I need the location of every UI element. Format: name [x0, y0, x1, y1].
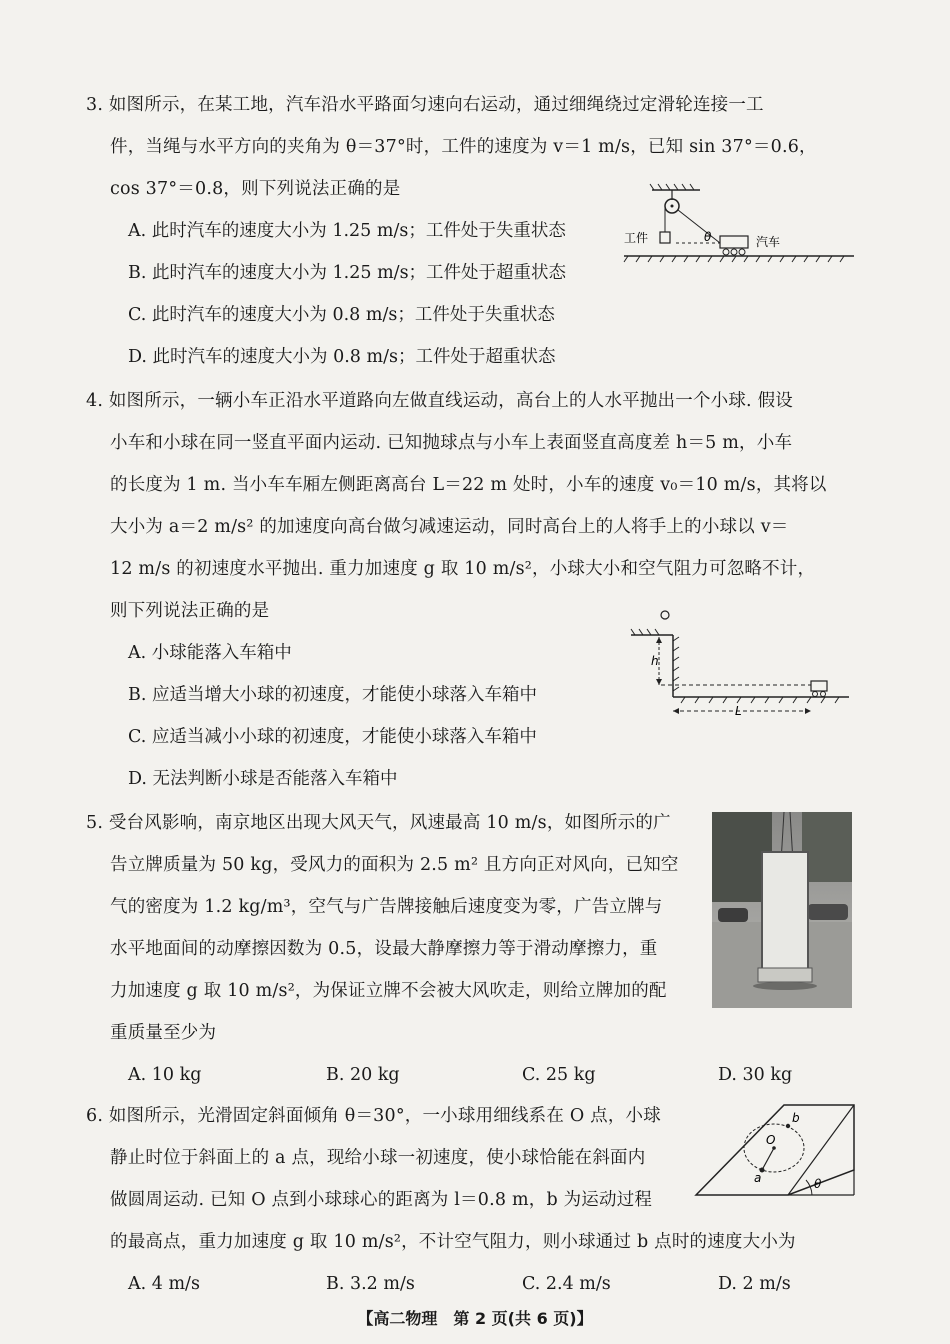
q4-option-b: B. 应适当增大小球的初速度，才能使小球落入车箱中 [128, 685, 537, 705]
q6-line: 6. 如图所示，光滑固定斜面倾角 θ＝30°，一小球用细线系在 O 点，小球 [86, 1106, 661, 1126]
q4-line: 小车和小球在同一竖直平面内运动. 已知抛球点与小车上表面竖直高度差 h＝5 m，小车 [110, 433, 793, 453]
q5-option-b: B. 20 kg [326, 1065, 400, 1085]
q6-option-d: D. 2 m/s [718, 1274, 791, 1294]
car-label: 汽车 [756, 235, 781, 249]
b-label: b [792, 1111, 800, 1125]
O-label: O [766, 1133, 776, 1147]
q4-line: 12 m/s 的初速度水平抛出. 重力加速度 g 取 10 m/s²，小球大小和空气阻力可忽略不计， [110, 559, 816, 579]
q3-line: 3. 如图所示，在某工地，汽车沿水平路面匀速向右运动，通过细绳绕过定滑轮连接一工 [86, 95, 764, 115]
q6-option-b: B. 3.2 m/s [326, 1274, 415, 1294]
q5-option-d: D. 30 kg [718, 1065, 793, 1085]
q3-pulley-figure [620, 180, 860, 275]
q4-option-c: C. 应适当减小小球的初速度，才能使小球落入车箱中 [128, 727, 537, 747]
q4-line: 的长度为 1 m. 当小车车厢左侧距离高台 L＝22 m 处时，小车的速度 v₀＝10 m/s，其将以 [110, 475, 827, 495]
q6-option-c: C. 2.4 m/s [522, 1274, 611, 1294]
q5-line: 重质量至少为 [110, 1023, 217, 1043]
q5-line: 力加速度 g 取 10 m/s²，为保证立牌不会被大风吹走，则给立牌加的配 [110, 981, 667, 1001]
q4-line: 大小为 a＝2 m/s² 的加速度向高台做匀减速运动，同时高台上的人将手上的小球以 v＝ [110, 517, 789, 537]
angle-theta-label: θ [704, 230, 712, 244]
q6-line: 静止时位于斜面上的 a 点，现给小球一初速度，使小球恰能在斜面内 [110, 1148, 646, 1168]
q5-billboard-photo [712, 812, 852, 1008]
theta-label: θ [814, 1177, 822, 1191]
q4-option-a: A. 小球能落入车箱中 [128, 643, 292, 663]
q3-line: cos 37°＝0.8，则下列说法正确的是 [110, 179, 401, 199]
workpiece-label: 工件 [624, 231, 649, 245]
h-label: h [651, 654, 659, 668]
q6-option-a: A. 4 m/s [128, 1274, 200, 1294]
q4-projectile-figure [625, 605, 855, 720]
q6-incline-figure [692, 1100, 862, 1200]
q5-option-a: A. 10 kg [128, 1065, 202, 1085]
q5-line: 告立牌质量为 50 kg，受风力的面积为 2.5 m² 且方向正对风向，已知空 [110, 855, 679, 875]
q3-option-d: D. 此时汽车的速度大小为 0.8 m/s；工件处于超重状态 [128, 347, 556, 367]
q3-option-b: B. 此时汽车的速度大小为 1.25 m/s；工件处于超重状态 [128, 263, 567, 283]
q5-line: 5. 受台风影响，南京地区出现大风天气，风速最高 10 m/s，如图所示的广 [86, 813, 671, 833]
q4-line: 则下列说法正确的是 [110, 601, 270, 621]
a-label: a [754, 1171, 762, 1185]
q4-line: 4. 如图所示，一辆小车正沿水平道路向左做直线运动，高台上的人水平抛出一个小球. 假设 [86, 391, 793, 411]
page-footer: 【高二物理 第 2 页(共 6 页)】 [357, 1309, 593, 1328]
L-label: L [735, 704, 742, 718]
q5-option-c: C. 25 kg [522, 1065, 596, 1085]
q4-option-d: D. 无法判断小球是否能落入车箱中 [128, 769, 398, 789]
q3-line: 件，当绳与水平方向的夹角为 θ＝37°时，工件的速度为 v＝1 m/s，已知 sin 37°＝0.6， [110, 137, 817, 157]
q6-line: 做圆周运动. 已知 O 点到小球球心的距离为 l＝0.8 m，b 为运动过程 [110, 1190, 653, 1210]
q5-line: 气的密度为 1.2 kg/m³，空气与广告牌接触后速度变为零，广告立牌与 [110, 897, 663, 917]
q5-line: 水平地面间的动摩擦因数为 0.5，设最大静摩擦力等于滑动摩擦力，重 [110, 939, 658, 959]
q3-option-a: A. 此时汽车的速度大小为 1.25 m/s；工件处于失重状态 [128, 221, 566, 241]
q3-option-c: C. 此时汽车的速度大小为 0.8 m/s；工件处于失重状态 [128, 305, 555, 325]
q6-line: 的最高点，重力加速度 g 取 10 m/s²，不计空气阻力，则小球通过 b 点时的速度大小为 [110, 1232, 796, 1252]
